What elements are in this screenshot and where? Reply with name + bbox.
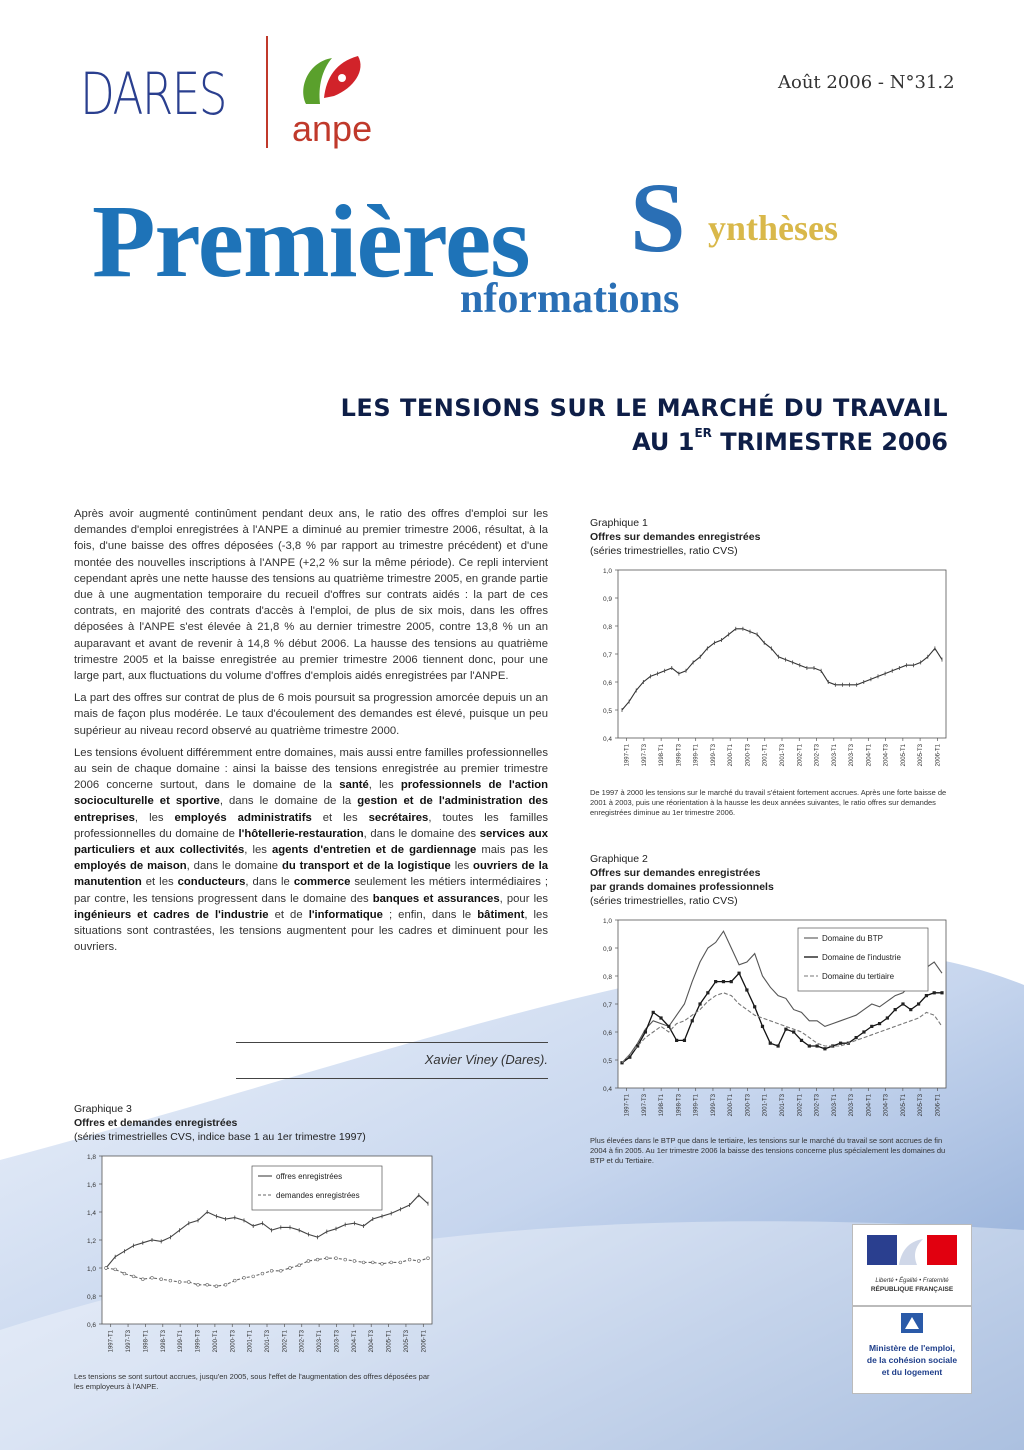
dares-logo: DARES (80, 60, 226, 128)
data-point (808, 1044, 811, 1047)
data-point (769, 1042, 772, 1045)
x-tick-label: 2004-T3 (883, 1094, 890, 1117)
y-tick-label: 1,0 (602, 918, 612, 925)
data-point (683, 1039, 686, 1042)
emphasis-text: bâtiment (477, 908, 525, 921)
data-point (381, 1262, 384, 1265)
legend-label: offres enregistrées (276, 1172, 343, 1181)
graph1-caption (590, 516, 950, 558)
graph1-note: De 1997 à 2000 les tensions sur le marché du travail s'étaient fortement accrues. Après une forte baisse de 2001 à 2003, puis une réorientation à la hausse les deux années suivantes, le ratio offres sur demandes enregistrées diminue au 1er trimestre 2006. (590, 788, 947, 817)
data-point (675, 1039, 678, 1042)
x-tick-label: 2001-T1 (762, 1094, 769, 1117)
x-tick-label: 1999-T3 (195, 1330, 202, 1353)
data-point (132, 1275, 135, 1278)
graph2-note: Plus élevées dans le BTP que dans le tertiaire, les tensions sur le marché du travail se sont accrues de fin 2004 à fin 2005. Au 1er trimestre 2006 la baisse des tensions concerne plus spécialement les domaines du BTP et du Tertiaire. (590, 1136, 946, 1165)
x-tick-label: 1999-T1 (178, 1330, 185, 1353)
graph2-label: Graphique 2 (590, 853, 648, 865)
brand-syntheses: ynthèses (708, 208, 839, 248)
y-tick-label: 0,4 (602, 1086, 612, 1093)
x-tick-label: 1997-T3 (641, 1094, 648, 1117)
x-tick-label: 2005-T1 (386, 1330, 393, 1353)
logo-separator (266, 36, 268, 148)
data-point (933, 991, 936, 994)
x-tick-label: 2005-T1 (900, 1094, 907, 1117)
x-tick-label: 2000-T3 (230, 1330, 237, 1353)
emphasis-text: santé (339, 779, 369, 792)
x-tick-label: 2001-T1 (247, 1330, 254, 1353)
data-point (761, 1025, 764, 1028)
ministry-line: de la cohésion sociale (866, 1355, 958, 1365)
data-point (667, 1025, 670, 1028)
issue-number: Août 2006 - N°31.2 (778, 72, 955, 93)
data-point (105, 1267, 108, 1270)
y-tick-label: 0,6 (602, 680, 612, 687)
x-tick-label: 1997-T3 (126, 1330, 133, 1353)
brand-premieres: Premières (92, 184, 530, 299)
y-tick-label: 0,8 (602, 624, 612, 631)
data-point (215, 1285, 218, 1288)
graph2-title: Offres sur demandes enregistrées (590, 867, 761, 879)
x-tick-label: 2001-T1 (762, 744, 769, 767)
x-tick-label: 2004-T1 (351, 1330, 358, 1353)
data-point (325, 1257, 328, 1260)
data-point (659, 1016, 662, 1019)
x-tick-label: 2001-T3 (780, 744, 786, 767)
body-text: mais pas les (476, 844, 548, 857)
x-tick-label: 1999-T1 (693, 744, 700, 767)
data-point (289, 1267, 292, 1270)
data-point (940, 991, 943, 994)
data-point (279, 1269, 282, 1272)
emphasis-text: professionnels de l'action socioculturelle et sportive (74, 779, 549, 808)
body-text: , dans le domaine (186, 860, 282, 873)
page-title-line1: LES TENSIONS SUR LE MARCHÉ DU TRAVAIL (340, 394, 948, 422)
emphasis-text: ouvriers de la manutention (74, 860, 549, 889)
data-point (141, 1278, 144, 1281)
data-point (408, 1258, 411, 1261)
y-tick-label: 1,0 (86, 1266, 96, 1273)
body-text: , les (134, 811, 175, 824)
body-text: et de (268, 908, 309, 921)
data-point (753, 1005, 756, 1008)
data-point (823, 1047, 826, 1050)
body-text: seulement les métiers intermédiaires ; par contre, les tensions progressent dans le domaine des (74, 876, 548, 905)
y-tick-label: 0,7 (602, 652, 612, 659)
body-text: et les (141, 876, 178, 889)
y-tick-label: 0,6 (86, 1322, 96, 1329)
article-paragraph: Après avoir augmenté continûment pendant deux ans, le ratio des offres d'emploi sur les demandes d'emploi enregistrées à l'ANPE a diminué au premier trimestre 2006, résultat, à la fois, d'une baisse des offres déposées (-3,8 % par rapport au trimestre précédent) et d'une montée des nouvelles inscriptions à l'ANPE (+2,2 % sur la même période). Ce repli intervient cependant après une nette hausse des tensions au quatrième trimestre 2005, en grande partie due à une augmentation temporaire du recueil d'offres sur contrats aidés : la part de ces contrats, en majorité des contrats d'accès à l'emploi, de plus de six mois, dans les offres déposées à l'ANPE s'est élevée à 21,8 % au dernier trimestre 2005, contre 13,8 % un an auparavant et avant de revenir à 14,8 % début 2006. La hausse des tensions au quatrième trimestre 2005 et la baisse enregistrée au premier trimestre 2006 tiennent donc, pour une large part, aux fluctuations du volume d'offres d'emplois aidés enregistrées par l'ANPE. (74, 508, 548, 683)
x-tick-label: 2003-T1 (317, 1330, 324, 1353)
y-tick-label: 1,0 (602, 568, 612, 575)
data-point (722, 980, 725, 983)
marianne-flag-icon (853, 1225, 971, 1273)
body-text: , dans le (245, 876, 294, 889)
y-tick-label: 1,2 (86, 1238, 96, 1245)
y-tick-label: 0,8 (602, 974, 612, 981)
y-tick-label: 0,4 (602, 736, 612, 743)
emphasis-text: l'hôtellerie-restauration (238, 827, 364, 840)
x-tick-label: 2006-T1 (935, 744, 942, 767)
x-tick-label: 2004-T1 (866, 1094, 873, 1117)
data-point (399, 1261, 402, 1264)
data-point (316, 1258, 319, 1261)
x-tick-label: 2003-T1 (831, 1094, 838, 1117)
emphasis-text: commerce (293, 876, 351, 889)
data-point (169, 1279, 172, 1282)
data-point (206, 1283, 209, 1286)
rf-name: RÉPUBLIQUE FRANÇAISE (870, 1286, 954, 1293)
data-point (344, 1258, 347, 1261)
body-text: , dans le domaine de la (219, 795, 358, 808)
x-tick-label: 1999-T3 (710, 744, 717, 767)
author-divider-top (236, 1042, 548, 1043)
x-tick-label: 2006-T1 (935, 1094, 942, 1117)
article-paragraph (74, 745, 548, 956)
data-point (839, 1042, 842, 1045)
x-tick-label: 2006-T1 (421, 1330, 428, 1353)
data-point (792, 1030, 795, 1033)
article-body (74, 506, 548, 961)
graph1-label: Graphique 1 (590, 517, 648, 529)
y-tick-label: 0,6 (602, 1030, 612, 1037)
brand-synth-initial: S (630, 162, 686, 273)
body-text: , dans le domaine des (363, 827, 480, 840)
body-text: ; enfin, dans le (382, 908, 478, 921)
emphasis-text: employés de maison (74, 860, 187, 873)
x-tick-label: 1997-T1 (624, 1094, 631, 1117)
data-point (417, 1260, 420, 1263)
ministry-line: Ministère de l'emploi, (868, 1343, 956, 1353)
data-point (362, 1261, 365, 1264)
y-tick-label: 0,5 (602, 708, 612, 715)
data-point (261, 1272, 264, 1275)
x-tick-label: 2000-T3 (745, 1094, 752, 1117)
rf-motto: Liberté • Égalité • Fraternité (875, 1278, 949, 1284)
emphasis-text: l'informatique (308, 908, 383, 921)
article-paragraph: La part des offres sur contrat de plus de 6 mois poursuit sa progression amorcée depuis un an mais de façon plus modérée. Le taux d'écoulement des demandes est élevé, puisque un peu supérieur au niveau record observé au quatrième trimestre 2000. (74, 692, 548, 737)
body-text: , les (368, 779, 401, 792)
data-point (706, 991, 709, 994)
data-point (371, 1261, 374, 1264)
data-point (698, 1002, 701, 1005)
data-point (652, 1011, 655, 1014)
data-point (224, 1283, 227, 1286)
x-tick-label: 1997-T1 (108, 1330, 115, 1353)
x-tick-label: 1998-T1 (143, 1330, 150, 1353)
data-point (243, 1276, 246, 1279)
ministry-line: et du logement (881, 1367, 943, 1377)
author-divider-bottom (236, 1078, 548, 1079)
graph2-title2: par grands domaines professionnels (590, 881, 774, 893)
body-text: , les situations sont contrastées, les tensions augmentent pour les cadres et diminuent pour les ouvriers. (74, 908, 548, 954)
data-point (353, 1260, 356, 1263)
data-point (878, 1022, 881, 1025)
data-point (151, 1276, 154, 1279)
data-point (714, 980, 717, 983)
emphasis-text: conducteurs (177, 876, 246, 889)
x-tick-label: 2003-T1 (831, 744, 838, 767)
data-point (862, 1030, 865, 1033)
author-signature: Xavier Viney (Dares). (424, 1052, 548, 1067)
graph3-label: Graphique 3 (74, 1103, 132, 1115)
y-tick-label: 0,5 (602, 1058, 612, 1065)
y-tick-label: 0,8 (86, 1294, 96, 1301)
x-tick-label: 2002-T3 (814, 744, 821, 767)
legend-label: Domaine de l'industrie (822, 953, 901, 962)
y-tick-label: 1,8 (86, 1154, 96, 1161)
body-text: , pour les (499, 892, 549, 905)
body-text: et les (311, 811, 369, 824)
x-tick-label: 2002-T3 (299, 1330, 306, 1353)
anpe-logo-icon (292, 48, 372, 108)
graph1-title: Offres sur demandes enregistrées (590, 531, 761, 543)
x-tick-label: 2003-T3 (849, 744, 856, 767)
emphasis-text: secrétaires (368, 811, 429, 824)
data-point (270, 1269, 273, 1272)
x-tick-label: 1998-T1 (659, 744, 666, 767)
legend-label: demandes enregistrées (276, 1191, 360, 1200)
data-point (427, 1257, 430, 1260)
data-point (187, 1281, 190, 1284)
graph3-caption (74, 1102, 444, 1144)
body-text: , les (244, 844, 272, 857)
graph1-subtitle: (séries trimestrielles, ratio CVS) (590, 545, 738, 557)
data-point (307, 1260, 310, 1263)
anpe-wordmark: anpe (292, 108, 373, 149)
data-point (160, 1278, 163, 1281)
emphasis-text: services aux particuliers et aux collectivités (74, 827, 548, 857)
x-tick-label: 2000-T1 (728, 1094, 735, 1117)
data-point (894, 1008, 897, 1011)
x-tick-label: 2004-T3 (369, 1330, 376, 1353)
data-point (691, 1019, 694, 1022)
brand-informations: nformations (460, 276, 680, 322)
emphasis-text: employés administratifs (174, 811, 312, 824)
graph2-subtitle: (séries trimestrielles, ratio CVS) (590, 895, 738, 907)
x-tick-label: 2002-T1 (282, 1330, 289, 1353)
data-point (114, 1268, 117, 1271)
x-tick-label: 2000-T1 (728, 744, 735, 767)
plot-area (618, 570, 946, 738)
x-tick-label: 2002-T1 (797, 1094, 804, 1117)
x-tick-label: 2003-T3 (849, 1094, 856, 1117)
emphasis-text: gestion et de l'administration des entreprises (74, 795, 548, 824)
data-point (800, 1039, 803, 1042)
data-point (917, 1002, 920, 1005)
data-point (730, 980, 733, 983)
data-point (886, 1016, 889, 1019)
x-tick-label: 1998-T3 (676, 744, 683, 767)
legend-label: Domaine du BTP (822, 934, 883, 943)
emphasis-text: banques et assurances (372, 892, 500, 905)
x-tick-label: 1998-T3 (160, 1330, 167, 1353)
x-tick-label: 2005-T3 (918, 744, 925, 767)
data-point (745, 988, 748, 991)
data-point (925, 994, 928, 997)
x-tick-label: 1997-T1 (624, 744, 631, 767)
body-text: les (450, 860, 474, 873)
x-tick-label: 2005-T1 (900, 744, 907, 767)
graph2-caption (590, 852, 950, 908)
x-tick-label: 2002-T1 (797, 744, 804, 767)
x-tick-label: 1999-T1 (693, 1094, 700, 1117)
data-point (776, 1044, 779, 1047)
graph3-title: Offres et demandes enregistrées (74, 1117, 238, 1129)
y-tick-label: 1,6 (86, 1182, 96, 1189)
data-point (870, 1025, 873, 1028)
data-point (335, 1257, 338, 1260)
x-tick-label: 1998-T1 (659, 1094, 666, 1117)
data-point (909, 1008, 912, 1011)
data-point (816, 1044, 819, 1047)
data-point (737, 972, 740, 975)
data-point (855, 1036, 858, 1039)
emphasis-text: ingénieurs et cadres de l'industrie (74, 908, 269, 921)
graph3-chart (70, 1148, 442, 1370)
data-point (233, 1279, 236, 1282)
x-tick-label: 2000-T1 (212, 1330, 219, 1353)
data-point (252, 1275, 255, 1278)
x-tick-label: 2001-T3 (780, 1094, 786, 1117)
data-point (901, 1002, 904, 1005)
data-point (298, 1264, 301, 1267)
emphasis-text: du transport et de la logistique (281, 860, 451, 873)
x-tick-label: 1999-T3 (710, 1094, 717, 1117)
x-tick-label: 2000-T3 (745, 744, 752, 767)
y-tick-label: 1,4 (86, 1210, 96, 1217)
body-text: Les tensions évoluent différemment entre domaines, mais aussi entre familles professionnelles au sein de chaque domaine : ainsi la baisse des tensions enregistrée au premier trimestre 2006 concerne surtout, dans le domaine de la (74, 746, 548, 792)
ministry-logo (852, 1306, 972, 1394)
page-title-line2: AU 1ER TRIMESTRE 2006 (632, 426, 948, 456)
body-text: , toutes les familles professionnelles du domaine de (74, 811, 549, 840)
data-point (178, 1281, 181, 1284)
x-tick-label: 2005-T3 (403, 1330, 410, 1353)
graph3-note: Les tensions se sont surtout accrues, jusqu'en 2005, sous l'effet de l'augmentation des offres déposées par les employeurs à l'ANPE. (74, 1372, 430, 1391)
data-point (644, 1030, 647, 1033)
graph1-chart (586, 562, 956, 784)
y-tick-label: 0,9 (602, 946, 612, 953)
data-point (784, 1028, 787, 1031)
y-tick-label: 0,7 (602, 1002, 612, 1009)
legend-label: Domaine du tertiaire (822, 972, 895, 981)
x-tick-label: 1998-T3 (676, 1094, 683, 1117)
x-tick-label: 2005-T3 (918, 1094, 925, 1117)
x-tick-label: 2004-T1 (866, 744, 873, 767)
x-tick-label: 2002-T3 (814, 1094, 821, 1117)
x-tick-label: 2004-T3 (883, 744, 890, 767)
data-point (197, 1283, 200, 1286)
graph3-subtitle: (séries trimestrielles CVS, indice base 1 au 1er trimestre 1997) (74, 1131, 366, 1143)
y-tick-label: 0,9 (602, 596, 612, 603)
x-tick-label: 1997-T3 (641, 744, 648, 767)
x-tick-label: 2001-T3 (265, 1330, 271, 1353)
emphasis-text: agents d'entretien et de gardiennage (271, 844, 477, 857)
graph2-chart (586, 912, 956, 1134)
ministry-emblem-icon (853, 1307, 971, 1337)
x-tick-label: 2003-T3 (334, 1330, 341, 1353)
data-point (123, 1272, 126, 1275)
republique-francaise-logo (852, 1224, 972, 1306)
data-point (390, 1261, 393, 1264)
